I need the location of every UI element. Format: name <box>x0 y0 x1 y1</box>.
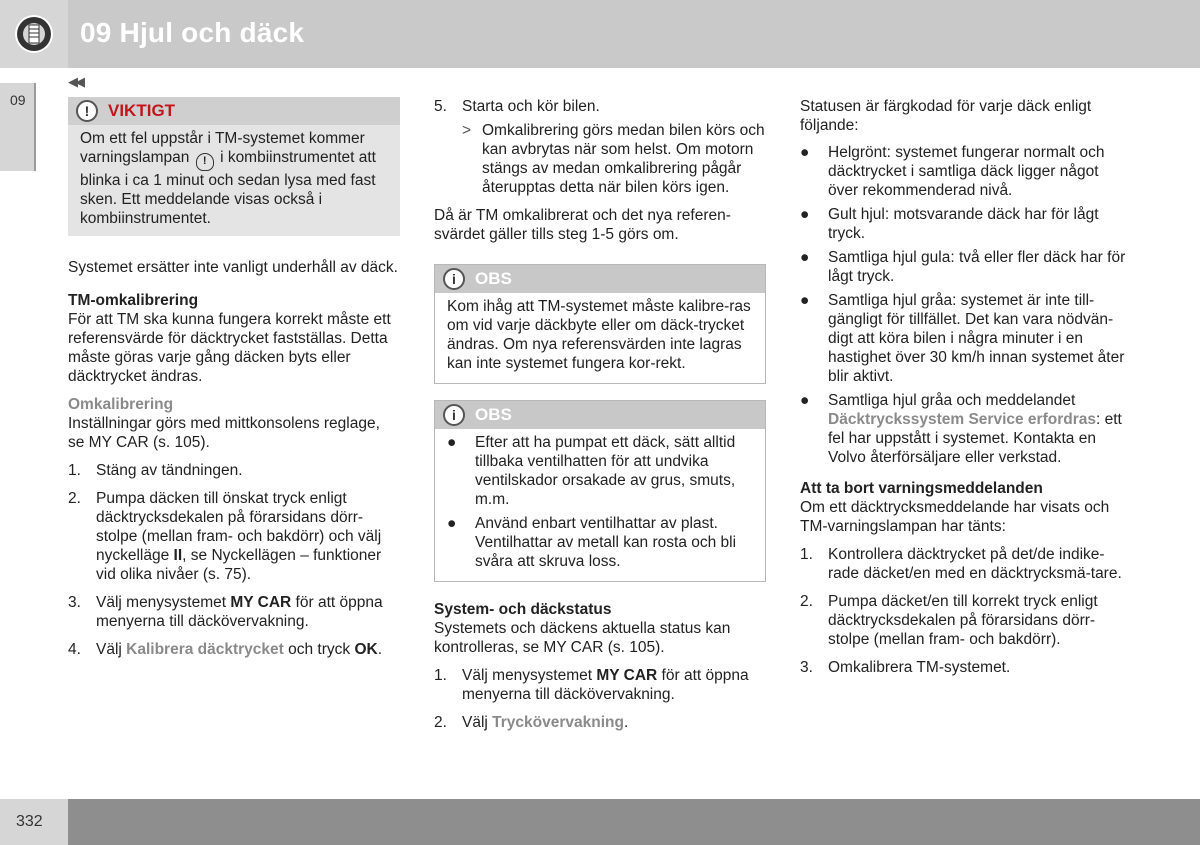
menu-item-label: Kalibrera däcktrycket <box>126 641 284 658</box>
section-heading: Att ta bort varningsmeddelanden <box>800 480 1043 497</box>
list-item <box>800 205 1132 243</box>
step-text: Omkalibrering görs medan bilen körs och kan avbrytas när som helst. Om motorn stängs av medan omkalibrering pågår återupptas detta när bilen körs igen. <box>482 122 765 196</box>
note-label: OBS <box>475 269 512 288</box>
step-text: . <box>377 641 383 658</box>
bullet-text: Samtliga hjul gråa och meddelandet <box>828 392 1076 409</box>
list-item <box>800 143 1132 200</box>
note-box-body: Kom ihåg att TM-systemet måste kalibre-ras om vid varje däckbyte eller om däck-trycket ändras. Om nya referensvärden inte lagras kan inte systemet fungera kor-rekt. <box>447 298 751 372</box>
page-title: 09 Hjul och däck <box>80 17 305 48</box>
step-text: och tryck <box>283 641 355 658</box>
list-item <box>447 514 753 571</box>
tire-icon <box>14 14 54 54</box>
step-text: för att öppna menyerna till däckövervakning. <box>462 667 749 703</box>
warning-box-body <box>68 125 400 236</box>
step-text: Välj <box>462 714 493 731</box>
list-item <box>800 391 1132 467</box>
column-2 <box>434 97 766 732</box>
step-text: Kontrollera däcktrycket på det/de indike-rade däcket/en med en däcktrycksmä-tare. <box>828 546 1122 582</box>
list-item <box>800 291 1132 386</box>
bullet-text: Använd enbart ventilhattar av plast. Ventilhattar av metall kan rosta och bli svåra att skruva loss. <box>475 515 737 570</box>
list-item <box>800 592 1132 649</box>
step-text: Stäng av tändningen. <box>96 462 243 479</box>
step-number: 3. <box>68 594 81 611</box>
step-bold: MY CAR <box>230 594 292 611</box>
subsection-heading: Omkalibrering <box>68 396 174 413</box>
step-list <box>68 461 400 659</box>
bullet-text: Gult hjul: motsvarande däck har för lågt tryck. <box>828 206 1099 242</box>
list-item <box>800 248 1132 286</box>
bullet-list <box>800 143 1132 467</box>
warning-text-a: Om ett fel uppstår i TM-systemet kommer varningslampan <box>80 130 365 166</box>
step-number: 5. <box>434 98 447 115</box>
step-number: 1. <box>800 546 813 563</box>
tire-pressure-warning-icon: ! <box>196 153 214 171</box>
step-list <box>434 666 766 732</box>
bullet-icon: ● <box>800 206 810 223</box>
warning-box-header <box>68 97 400 125</box>
info-icon: i <box>443 268 465 290</box>
paragraph: Inställningar görs med mittkonsolens reglage, se MY CAR (s. 105). <box>68 415 380 451</box>
header-icon-box <box>0 0 68 68</box>
list-item <box>434 666 766 704</box>
section-heading: TM-omkalibrering <box>68 292 199 309</box>
step-text: Pumpa däcken till önskat tryck enligt däcktrycksdekalen på förarsidans dörr-stolpe (mellan fram- och bakdörr) och välj nyckelläge <box>96 490 382 564</box>
footer-bar <box>0 799 1200 845</box>
warning-label: VIKTIGT <box>108 101 176 120</box>
list-item <box>68 593 400 631</box>
step-text: Välj <box>96 641 127 658</box>
bullet-text: : ett fel har uppstått i systemet. Kontakta en Volvo återförsäljare eller verkstad. <box>828 411 1122 466</box>
section-heading: System- och däckstatus <box>434 601 612 618</box>
step-list <box>800 545 1132 677</box>
bullet-icon: ● <box>800 144 810 161</box>
step-number: 3. <box>800 659 813 676</box>
bullet-icon: ● <box>447 434 457 451</box>
paragraph: Systemet ersätter inte vanligt underhåll av däck. <box>68 259 398 276</box>
step-text: för att öppna menyerna till däckövervakning. <box>96 594 383 630</box>
note-box <box>434 400 766 582</box>
step-number: 2. <box>434 714 447 731</box>
step-number: 2. <box>68 490 81 507</box>
bullet-icon: ● <box>800 292 810 309</box>
bullet-text: Helgrönt: systemet fungerar normalt och däcktrycket i samtliga däck ligger något över rekommenderad nivå. <box>828 144 1105 199</box>
step-bold: MY CAR <box>596 667 658 684</box>
list-subitem <box>434 121 766 197</box>
paragraph: Om ett däcktrycksmeddelande har visats och TM-varningslampan har tänts: <box>800 499 1110 535</box>
note-label: OBS <box>475 405 512 424</box>
step-number: 1. <box>68 462 81 479</box>
bullet-icon: ● <box>800 392 810 409</box>
bullet-text: Samtliga hjul gula: två eller fler däck har för lågt tryck. <box>828 249 1126 285</box>
note-box-header <box>435 265 765 293</box>
bullet-icon: ● <box>800 249 810 266</box>
chapter-tab-label: 09 <box>10 92 26 108</box>
step-number: 2. <box>800 593 813 610</box>
paragraph: Då är TM omkalibrerat och det nya referen-svärdet gäller tills steg 1-5 görs om. <box>434 207 731 243</box>
list-item <box>68 461 400 480</box>
warning-text-b: i kombiinstrumentet att blinka i ca 1 minut och sedan lysa med fast sken. Ett meddelande visas också i kombiinstrumentet. <box>80 149 376 227</box>
list-item <box>434 713 766 732</box>
step-text: Starta och kör bilen. <box>462 98 600 115</box>
back-arrow-icon[interactable]: ◀◀ <box>68 74 82 89</box>
list-item <box>434 97 766 116</box>
column-1 <box>68 97 400 659</box>
step-text: Välj menysystemet <box>96 594 231 611</box>
note-box <box>434 264 766 384</box>
page-number: 332 <box>16 813 43 830</box>
bullet-text: Efter att ha pumpat ett däck, sätt alltid tillbaka ventilhatten för att undvika ventilskador orsakade av grus, smuts, m.m. <box>475 434 736 508</box>
list-item <box>68 489 400 584</box>
step-list <box>434 97 766 197</box>
step-text: , se Nyckellägen – funktioner vid olika nivåer (s. 75). <box>96 547 382 583</box>
step-bold: OK <box>354 641 378 658</box>
column-3 <box>800 97 1132 677</box>
step-text: Omkalibrera TM-systemet. <box>828 659 1011 676</box>
bullet-text: Samtliga hjul gråa: systemet är inte till-gängligt för tillfället. Det kan vara nödvän-digt att köra bilen i några minuter i en hastighet över 30 km/h innan systemet åter blir aktivt. <box>828 292 1125 385</box>
menu-item-label: Tryckövervakning <box>492 714 624 731</box>
list-item <box>800 545 1132 583</box>
exclamation-icon: ! <box>76 100 98 122</box>
paragraph: Systemets och däckens aktuella status kan kontrolleras, se MY CAR (s. 105). <box>434 620 731 656</box>
note-box-header <box>435 401 765 429</box>
step-number: 1. <box>434 667 447 684</box>
step-bold: II <box>173 547 183 564</box>
note-box-body <box>435 429 765 581</box>
message-label: Däcktryckssystem Service erfordras <box>828 411 1096 428</box>
step-text: Pumpa däcket/en till korrekt tryck enligt däcktrycksdekalen på förarsidans dörr-stolpe (mellan fram- och bakdörr). <box>828 593 1098 648</box>
bullet-icon: ● <box>447 515 457 532</box>
warning-box <box>68 97 400 236</box>
step-number: 4. <box>68 641 81 658</box>
info-icon: i <box>443 404 465 426</box>
paragraph: Statusen är färgkodad för varje däck enligt följande: <box>800 98 1092 134</box>
list-item <box>447 433 753 509</box>
result-marker: > <box>462 122 472 139</box>
list-item <box>68 640 400 659</box>
paragraph: För att TM ska kunna fungera korrekt måste ett referensvärde för däcktrycket fastställas. Detta måste göras varje gång däcken byts eller däcktrycket ändras. <box>68 311 391 385</box>
step-text: Välj menysystemet <box>462 667 597 684</box>
step-text: . <box>623 714 629 731</box>
list-item <box>800 658 1132 677</box>
